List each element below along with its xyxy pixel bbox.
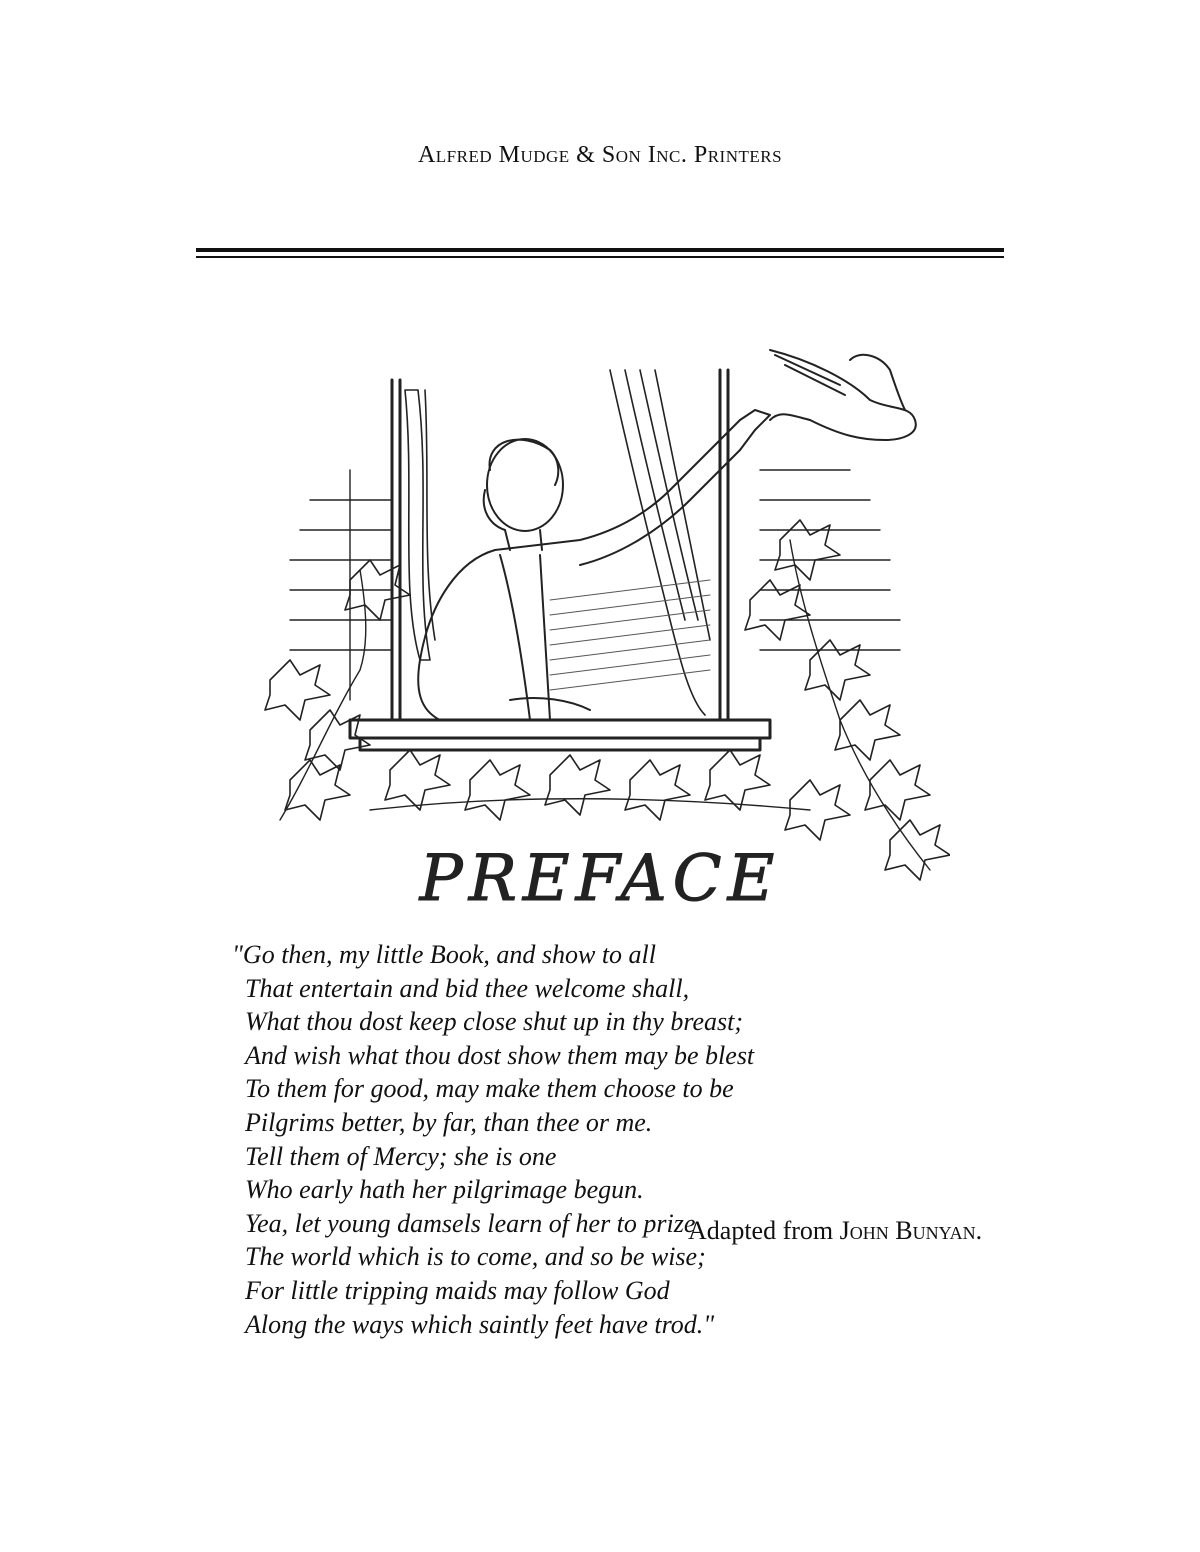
poem-line: Tell them of Mercy; she is one [245,1141,557,1171]
window-frame [350,370,770,750]
poem-block [232,938,872,1341]
attribution [688,1216,1088,1246]
preface-illustration [250,340,950,920]
poem-line: The world which is to come, and so be wise; [245,1242,706,1272]
window-shading [550,580,710,690]
poem-line: What thou dost keep close shut up in thy breast; [245,1007,744,1037]
woman-figure [418,410,770,720]
poem-line: Along the ways which saintly feet have trod." [245,1309,715,1339]
ivy-leaves [265,520,950,880]
poem-line: Yea, let young damsels learn of her to prize [245,1208,696,1238]
header-rule-thick [196,248,1004,252]
svg-text:PREFACE: PREFACE [419,842,781,916]
printer-header: Alfred Mudge & Son Inc. Printers [417,142,783,168]
poem-line: To them for good, may make them choose to be [245,1074,734,1104]
poem-line: For little tripping maids may follow God [245,1275,670,1305]
attribution-suffix: . [975,1216,983,1245]
poem-line: Pilgrims better, by far, than thee or me. [245,1107,653,1137]
poem-line: And wish what thou dost show them may be blest [245,1040,755,1070]
poem-line: "Go then, my little Book, and show to all [232,940,656,969]
woman-at-window-engraving [250,340,950,920]
dove [770,350,916,440]
header-rule-thin [196,256,1004,258]
attribution-prefix: Adapted from [688,1216,840,1245]
siding-right [760,470,900,650]
poem-line: Who early hath her pilgrimage begun. [245,1175,644,1205]
preface-lettering [419,842,781,916]
poem-line: That entertain and bid thee welcome shall, [245,973,690,1003]
attribution-author: John Bunyan [839,1216,976,1245]
siding-left [290,470,390,700]
